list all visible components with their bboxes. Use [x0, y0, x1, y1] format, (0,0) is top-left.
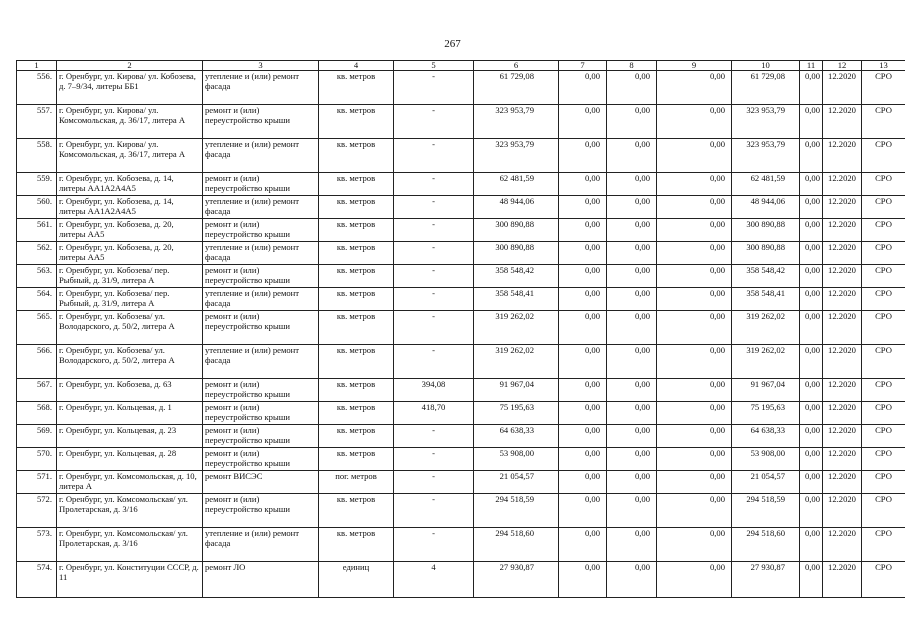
row-number: 556. [17, 71, 57, 105]
cost-cell: 319 262,02 [732, 345, 800, 379]
work-type-cell: ремонт ВИСЭС [203, 471, 319, 494]
cost-cell: 0,00 [607, 196, 657, 219]
deadline-cell: 12.2020 [823, 196, 862, 219]
quantity-cell: - [394, 311, 474, 345]
unit-cell: единиц [319, 562, 394, 598]
cost-cell: 64 638,33 [732, 425, 800, 448]
row-number: 570. [17, 448, 57, 471]
address-cell: г. Оренбург, ул. Кирова/ ул. Комсомольская, д. 36/17, литера А [57, 105, 203, 139]
deadline-cell: 12.2020 [823, 345, 862, 379]
cost-cell: 0,00 [559, 242, 607, 265]
address-cell: г. Оренбург, ул. Кобозева/ ул. Володарского, д. 50/2, литера А [57, 311, 203, 345]
row-number: 565. [17, 311, 57, 345]
column-header: 5 [394, 61, 474, 71]
unit-cell: кв. метров [319, 173, 394, 196]
cost-cell: 0,00 [607, 219, 657, 242]
address-cell: г. Оренбург, ул. Конституции СССР, д. 11 [57, 562, 203, 598]
cost-cell: 0,00 [559, 105, 607, 139]
table-row [17, 265, 905, 288]
address-cell: г. Оренбург, ул. Кобозева/ пер. Рыбный, д. 31/9, литера А [57, 288, 203, 311]
row-number: 557. [17, 105, 57, 139]
work-type-cell: ремонт и (или) переустройство крыши [203, 379, 319, 402]
cost-cell: 300 890,88 [732, 242, 800, 265]
cost-cell: 0,00 [607, 562, 657, 598]
unit-cell: кв. метров [319, 265, 394, 288]
cost-cell: 0,00 [657, 139, 732, 173]
unit-cell: кв. метров [319, 448, 394, 471]
total-cost-cell: 21 054,57 [474, 471, 559, 494]
row-number: 558. [17, 139, 57, 173]
cost-cell: 0,00 [559, 379, 607, 402]
cost-cell: 0,00 [607, 379, 657, 402]
total-cost-cell: 53 908,00 [474, 448, 559, 471]
method-cell: СРО [862, 562, 905, 598]
works-table [16, 60, 905, 598]
cost-cell: 0,00 [607, 173, 657, 196]
cost-cell: 0,00 [800, 196, 823, 219]
address-cell: г. Оренбург, ул. Кобозева, д. 20, литеры АА5 [57, 242, 203, 265]
unit-cell: пог. метров [319, 471, 394, 494]
row-number: 563. [17, 265, 57, 288]
total-cost-cell: 358 548,42 [474, 265, 559, 288]
cost-cell: 358 548,41 [732, 288, 800, 311]
cost-cell: 0,00 [607, 105, 657, 139]
quantity-cell: - [394, 528, 474, 562]
cost-cell: 0,00 [607, 471, 657, 494]
cost-cell: 323 953,79 [732, 139, 800, 173]
unit-cell: кв. метров [319, 425, 394, 448]
row-number: 566. [17, 345, 57, 379]
method-cell: СРО [862, 105, 905, 139]
address-cell: г. Оренбург, ул. Кобозева, д. 20, литеры АА5 [57, 219, 203, 242]
unit-cell: кв. метров [319, 139, 394, 173]
cost-cell: 0,00 [800, 139, 823, 173]
cost-cell: 0,00 [800, 448, 823, 471]
cost-cell: 0,00 [607, 494, 657, 528]
column-header: 13 [862, 61, 905, 71]
table-row [17, 242, 905, 265]
method-cell: СРО [862, 379, 905, 402]
address-cell: г. Оренбург, ул. Кольцевая, д. 23 [57, 425, 203, 448]
cost-cell: 0,00 [800, 288, 823, 311]
cost-cell: 0,00 [559, 494, 607, 528]
table-row [17, 288, 905, 311]
work-type-cell: утепление и (или) ремонт фасада [203, 196, 319, 219]
method-cell: СРО [862, 425, 905, 448]
cost-cell: 0,00 [800, 242, 823, 265]
column-header: 1 [17, 61, 57, 71]
unit-cell: кв. метров [319, 105, 394, 139]
work-type-cell: ремонт и (или) переустройство крыши [203, 311, 319, 345]
table-row [17, 471, 905, 494]
cost-cell: 0,00 [800, 379, 823, 402]
method-cell: СРО [862, 448, 905, 471]
work-type-cell: ремонт и (или) переустройство крыши [203, 425, 319, 448]
cost-cell: 62 481,59 [732, 173, 800, 196]
deadline-cell: 12.2020 [823, 265, 862, 288]
cost-cell: 21 054,57 [732, 471, 800, 494]
cost-cell: 0,00 [800, 402, 823, 425]
address-cell: г. Оренбург, ул. Комсомольская/ ул. Пролетарская, д. 3/16 [57, 528, 203, 562]
row-number: 574. [17, 562, 57, 598]
cost-cell: 0,00 [800, 265, 823, 288]
cost-cell: 0,00 [559, 471, 607, 494]
total-cost-cell: 358 548,41 [474, 288, 559, 311]
cost-cell: 0,00 [559, 562, 607, 598]
table-row [17, 71, 905, 105]
address-cell: г. Оренбург, ул. Кобозева, д. 14, литеры АА1А2А4А5 [57, 196, 203, 219]
work-type-cell: утепление и (или) ремонт фасада [203, 242, 319, 265]
cost-cell: 0,00 [607, 265, 657, 288]
deadline-cell: 12.2020 [823, 448, 862, 471]
cost-cell: 27 930,87 [732, 562, 800, 598]
column-header: 2 [57, 61, 203, 71]
cost-cell: 0,00 [800, 494, 823, 528]
method-cell: СРО [862, 528, 905, 562]
address-cell: г. Оренбург, ул. Комсомольская/ ул. Пролетарская, д. 3/16 [57, 494, 203, 528]
row-number: 560. [17, 196, 57, 219]
cost-cell: 0,00 [657, 288, 732, 311]
quantity-cell: - [394, 448, 474, 471]
quantity-cell: - [394, 242, 474, 265]
deadline-cell: 12.2020 [823, 219, 862, 242]
address-cell: г. Оренбург, ул. Кобозева, д. 63 [57, 379, 203, 402]
table-row [17, 105, 905, 139]
quantity-cell: - [394, 494, 474, 528]
row-number: 569. [17, 425, 57, 448]
column-header: 11 [800, 61, 823, 71]
method-cell: СРО [862, 139, 905, 173]
cost-cell: 0,00 [657, 471, 732, 494]
column-number-row [17, 61, 905, 71]
cost-cell: 0,00 [657, 528, 732, 562]
method-cell: СРО [862, 311, 905, 345]
cost-cell: 0,00 [657, 494, 732, 528]
cost-cell: 300 890,88 [732, 219, 800, 242]
total-cost-cell: 300 890,88 [474, 219, 559, 242]
cost-cell: 323 953,79 [732, 105, 800, 139]
quantity-cell: - [394, 425, 474, 448]
cost-cell: 0,00 [607, 345, 657, 379]
cost-cell: 0,00 [657, 219, 732, 242]
cost-cell: 0,00 [657, 265, 732, 288]
table-row [17, 219, 905, 242]
total-cost-cell: 61 729,08 [474, 71, 559, 105]
method-cell: СРО [862, 288, 905, 311]
cost-cell: 0,00 [657, 448, 732, 471]
cost-cell: 53 908,00 [732, 448, 800, 471]
cost-cell: 0,00 [800, 173, 823, 196]
total-cost-cell: 300 890,88 [474, 242, 559, 265]
table-row [17, 311, 905, 345]
quantity-cell: - [394, 105, 474, 139]
page-number: 267 [444, 38, 461, 50]
work-type-cell: ремонт и (или) переустройство крыши [203, 265, 319, 288]
cost-cell: 0,00 [607, 71, 657, 105]
cost-cell: 358 548,42 [732, 265, 800, 288]
table-row [17, 528, 905, 562]
cost-cell: 0,00 [607, 528, 657, 562]
address-cell: г. Оренбург, ул. Кобозева/ пер. Рыбный, д. 31/9, литера А [57, 265, 203, 288]
cost-cell: 0,00 [800, 562, 823, 598]
unit-cell: кв. метров [319, 71, 394, 105]
column-header: 6 [474, 61, 559, 71]
table-row [17, 345, 905, 379]
work-type-cell: ремонт и (или) переустройство крыши [203, 219, 319, 242]
address-cell: г. Оренбург, ул. Кирова/ ул. Кобозева, д. 7–9/34, литеры ББ1 [57, 71, 203, 105]
cost-cell: 0,00 [607, 242, 657, 265]
row-number: 567. [17, 379, 57, 402]
deadline-cell: 12.2020 [823, 471, 862, 494]
method-cell: СРО [862, 71, 905, 105]
quantity-cell: 418,70 [394, 402, 474, 425]
deadline-cell: 12.2020 [823, 288, 862, 311]
cost-cell: 0,00 [607, 402, 657, 425]
table-row [17, 139, 905, 173]
address-cell: г. Оренбург, ул. Кольцевая, д. 1 [57, 402, 203, 425]
work-type-cell: утепление и (или) ремонт фасада [203, 139, 319, 173]
unit-cell: кв. метров [319, 379, 394, 402]
address-cell: г. Оренбург, ул. Кобозева, д. 14, литеры АА1А2А4А5 [57, 173, 203, 196]
unit-cell: кв. метров [319, 528, 394, 562]
column-header: 10 [732, 61, 800, 71]
column-header: 9 [657, 61, 732, 71]
total-cost-cell: 62 481,59 [474, 173, 559, 196]
quantity-cell: - [394, 196, 474, 219]
address-cell: г. Оренбург, ул. Кобозева/ ул. Володарского, д. 50/2, литера А [57, 345, 203, 379]
cost-cell: 0,00 [607, 448, 657, 471]
deadline-cell: 12.2020 [823, 139, 862, 173]
unit-cell: кв. метров [319, 402, 394, 425]
row-number: 572. [17, 494, 57, 528]
work-type-cell: утепление и (или) ремонт фасада [203, 345, 319, 379]
cost-cell: 0,00 [657, 379, 732, 402]
cost-cell: 294 518,60 [732, 528, 800, 562]
row-number: 561. [17, 219, 57, 242]
work-type-cell: утепление и (или) ремонт фасада [203, 71, 319, 105]
cost-cell: 0,00 [800, 345, 823, 379]
quantity-cell: - [394, 139, 474, 173]
quantity-cell: 394,08 [394, 379, 474, 402]
cost-cell: 0,00 [559, 71, 607, 105]
cost-cell: 0,00 [657, 242, 732, 265]
work-type-cell: ремонт и (или) переустройство крыши [203, 448, 319, 471]
unit-cell: кв. метров [319, 242, 394, 265]
total-cost-cell: 64 638,33 [474, 425, 559, 448]
row-number: 562. [17, 242, 57, 265]
work-type-cell: ремонт и (или) переустройство крыши [203, 105, 319, 139]
unit-cell: кв. метров [319, 196, 394, 219]
table-row [17, 448, 905, 471]
unit-cell: кв. метров [319, 311, 394, 345]
cost-cell: 0,00 [607, 425, 657, 448]
cost-cell: 0,00 [559, 448, 607, 471]
cost-cell: 0,00 [657, 345, 732, 379]
total-cost-cell: 319 262,02 [474, 311, 559, 345]
cost-cell: 0,00 [559, 196, 607, 219]
quantity-cell: - [394, 173, 474, 196]
column-header: 8 [607, 61, 657, 71]
column-header: 7 [559, 61, 607, 71]
cost-cell: 0,00 [559, 402, 607, 425]
deadline-cell: 12.2020 [823, 494, 862, 528]
cost-cell: 0,00 [559, 139, 607, 173]
cost-cell: 0,00 [800, 71, 823, 105]
table-row [17, 425, 905, 448]
cost-cell: 0,00 [657, 105, 732, 139]
address-cell: г. Оренбург, ул. Кирова/ ул. Комсомольская, д. 36/17, литера А [57, 139, 203, 173]
cost-cell: 75 195,63 [732, 402, 800, 425]
cost-cell: 0,00 [607, 311, 657, 345]
cost-cell: 0,00 [657, 425, 732, 448]
deadline-cell: 12.2020 [823, 311, 862, 345]
column-header: 3 [203, 61, 319, 71]
cost-cell: 0,00 [657, 562, 732, 598]
deadline-cell: 12.2020 [823, 528, 862, 562]
cost-cell: 0,00 [657, 71, 732, 105]
row-number: 564. [17, 288, 57, 311]
row-number: 559. [17, 173, 57, 196]
total-cost-cell: 323 953,79 [474, 139, 559, 173]
quantity-cell: - [394, 471, 474, 494]
cost-cell: 0,00 [657, 402, 732, 425]
unit-cell: кв. метров [319, 494, 394, 528]
cost-cell: 294 518,59 [732, 494, 800, 528]
row-number: 571. [17, 471, 57, 494]
cost-cell: 0,00 [559, 288, 607, 311]
cost-cell: 0,00 [657, 196, 732, 219]
column-header: 12 [823, 61, 862, 71]
cost-cell: 0,00 [800, 219, 823, 242]
cost-cell: 91 967,04 [732, 379, 800, 402]
column-header: 4 [319, 61, 394, 71]
quantity-cell: - [394, 265, 474, 288]
row-number: 568. [17, 402, 57, 425]
address-cell: г. Оренбург, ул. Комсомольская, д. 10, литера А [57, 471, 203, 494]
quantity-cell: - [394, 219, 474, 242]
cost-cell: 0,00 [800, 105, 823, 139]
unit-cell: кв. метров [319, 345, 394, 379]
method-cell: СРО [862, 242, 905, 265]
cost-cell: 0,00 [800, 528, 823, 562]
work-type-cell: утепление и (или) ремонт фасада [203, 528, 319, 562]
deadline-cell: 12.2020 [823, 173, 862, 196]
deadline-cell: 12.2020 [823, 379, 862, 402]
method-cell: СРО [862, 173, 905, 196]
total-cost-cell: 27 930,87 [474, 562, 559, 598]
work-type-cell: ремонт и (или) переустройство крыши [203, 494, 319, 528]
method-cell: СРО [862, 265, 905, 288]
work-type-cell: ремонт и (или) переустройство крыши [203, 173, 319, 196]
cost-cell: 61 729,08 [732, 71, 800, 105]
total-cost-cell: 91 967,04 [474, 379, 559, 402]
deadline-cell: 12.2020 [823, 402, 862, 425]
total-cost-cell: 294 518,60 [474, 528, 559, 562]
total-cost-cell: 323 953,79 [474, 105, 559, 139]
quantity-cell: 4 [394, 562, 474, 598]
cost-cell: 0,00 [559, 528, 607, 562]
deadline-cell: 12.2020 [823, 242, 862, 265]
total-cost-cell: 294 518,59 [474, 494, 559, 528]
table-row [17, 173, 905, 196]
work-type-cell: ремонт и (или) переустройство крыши [203, 402, 319, 425]
table-row [17, 379, 905, 402]
unit-cell: кв. метров [319, 219, 394, 242]
cost-cell: 0,00 [559, 311, 607, 345]
unit-cell: кв. метров [319, 288, 394, 311]
table-row [17, 196, 905, 219]
cost-cell: 0,00 [559, 345, 607, 379]
total-cost-cell: 48 944,06 [474, 196, 559, 219]
deadline-cell: 12.2020 [823, 562, 862, 598]
method-cell: СРО [862, 402, 905, 425]
cost-cell: 0,00 [657, 311, 732, 345]
total-cost-cell: 75 195,63 [474, 402, 559, 425]
deadline-cell: 12.2020 [823, 105, 862, 139]
method-cell: СРО [862, 219, 905, 242]
work-type-cell: утепление и (или) ремонт фасада [203, 288, 319, 311]
cost-cell: 0,00 [800, 471, 823, 494]
cost-cell: 0,00 [559, 265, 607, 288]
method-cell: СРО [862, 196, 905, 219]
quantity-cell: - [394, 71, 474, 105]
cost-cell: 0,00 [800, 311, 823, 345]
deadline-cell: 12.2020 [823, 425, 862, 448]
table-row [17, 562, 905, 598]
cost-cell: 0,00 [559, 173, 607, 196]
quantity-cell: - [394, 345, 474, 379]
cost-cell: 48 944,06 [732, 196, 800, 219]
deadline-cell: 12.2020 [823, 71, 862, 105]
cost-cell: 0,00 [800, 425, 823, 448]
cost-cell: 319 262,02 [732, 311, 800, 345]
cost-cell: 0,00 [607, 288, 657, 311]
row-number: 573. [17, 528, 57, 562]
address-cell: г. Оренбург, ул. Кольцевая, д. 28 [57, 448, 203, 471]
method-cell: СРО [862, 494, 905, 528]
cost-cell: 0,00 [657, 173, 732, 196]
cost-cell: 0,00 [559, 425, 607, 448]
quantity-cell: - [394, 288, 474, 311]
table-row [17, 494, 905, 528]
cost-cell: 0,00 [607, 139, 657, 173]
method-cell: СРО [862, 345, 905, 379]
cost-cell: 0,00 [559, 219, 607, 242]
method-cell: СРО [862, 471, 905, 494]
total-cost-cell: 319 262,02 [474, 345, 559, 379]
table-row [17, 402, 905, 425]
work-type-cell: ремонт ЛО [203, 562, 319, 598]
